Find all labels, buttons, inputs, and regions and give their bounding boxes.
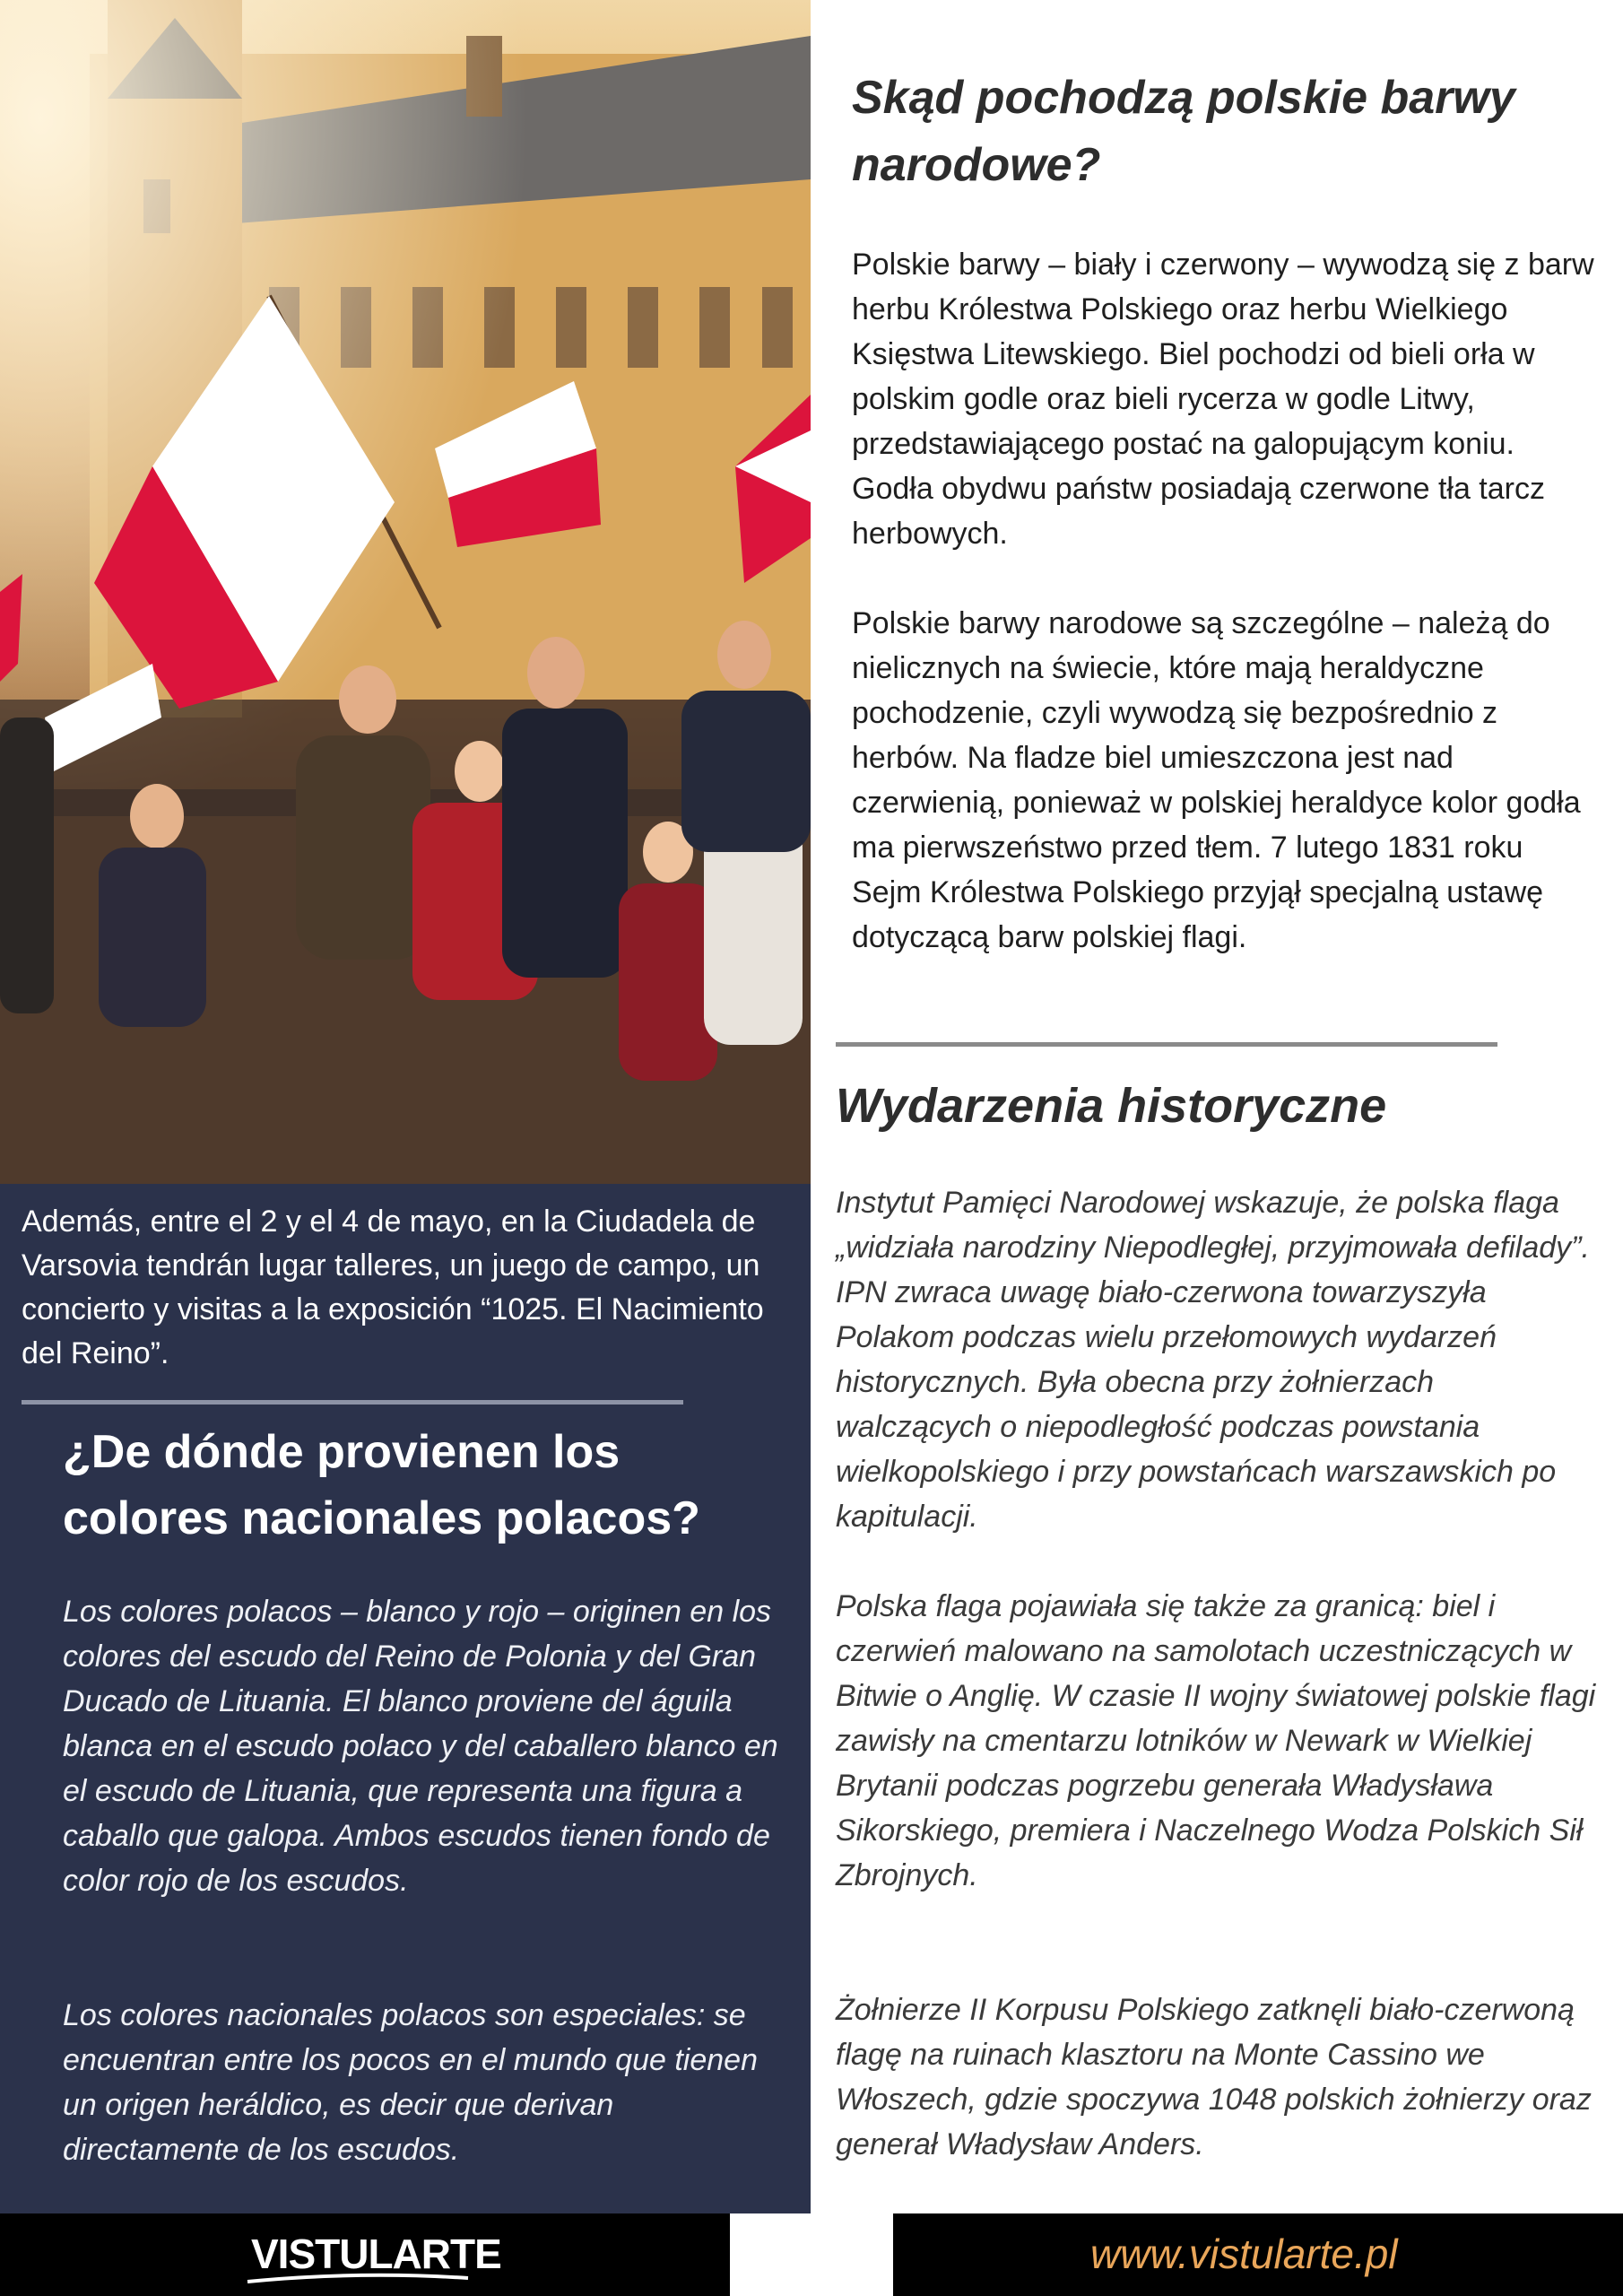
logo-swoosh-icon (246, 2273, 470, 2285)
heading-es: ¿De dónde provienen los colores nacionales polacos? (63, 1426, 700, 1544)
heading-pl-colors: Skąd pochodzą polskie barwy narodowe? (852, 72, 1515, 191)
intro-paragraph-es: Además, entre el 2 y el 4 de mayo, en la Ciudadela de Varsovia tendrán lugar talleres, un juego de campo, un concierto y visitas a la exposición “1025. El Nacimiento del Reino”. (22, 1205, 764, 1370)
paragraph-es-2: Los colores nacionales polacos son especiales: se encuentran entre los pocos en el mundo que tienen un origen heráldico, es decir que derivan directamente de los escudos. (63, 1998, 758, 2167)
paragraph-es-1: Los colores polacos – blanco y rojo – originen en los colores del escudo del Reino de Polonia y del Gran Ducado de Lituania. El blanco proviene del águila blanca en el escudo polaco y del caballero blanco en el escudo de Lituania, que representa una figura a caballo que galopa. Ambos escudos tienen fondo de color rojo de los escudos. (63, 1595, 778, 1898)
paragraph-pl-events-1: Instytut Pamięci Narodowej wskazuje, że polska flaga „widziała narodziny Niepodległej, przyjmowała defilady”. IPN zwraca uwagę biało-czerwona towarzyszyła Polakom podczas wielu przełomowych wydarzeń historycznych. Była obecna przy żołnierzach walczących o niepodległość podczas powstania wielkopolskiego i przy powstańcach warszawskich po kapitulacji. (836, 1186, 1590, 1534)
footer-url-bar (893, 2213, 1623, 2296)
divider (836, 1042, 1497, 1047)
photo-illustration (0, 0, 811, 1184)
footer-logo-bar (0, 2213, 730, 2296)
paragraph-pl-events-2: Polska flaga pojawiała się także za granicą: biel i czerwień malowano na samolotach uczestniczących w Bitwie o Anglię. W czasie II wojny światowej polskie flagi zawisły na cmentarzu lotników w Newark w Wielkiej Brytanii podczas pogrzebu generała Władysława Sikorskiego, premiera i Naczelnego Wodza Polskich Sił Zbrojnych. (836, 1589, 1596, 1892)
paragraph-pl-events-3: Żołnierze II Korpusu Polskiego zatknęli biało-czerwoną flagę na ruinach klasztoru na Monte Cassino we Włoszech, gdzie spoczywa 1048 polskich żołnierzy oraz generał Władysław Anders. (836, 1993, 1592, 2161)
paragraph-pl-2: Polskie barwy narodowe są szczególne – należą do nielicznych na świecie, które mają heraldyczne pochodzenie, czyli wywodzą się bezpośrednio z herbów. Na fladze biel umieszczona jest nad czerwienią, ponieważ w polskiej heraldyce kolor godła ma pierwszeństwo przed tłem. 7 lutego 1831 roku Sejm Królestwa Polskiego przyjął specjalną ustawę dotyczącą barw polskiej flagi. (852, 606, 1581, 954)
paragraph-pl-1: Polskie barwy – biały i czerwony – wywodzą się z barw herbu Królestwa Polskiego oraz herbu Wielkiego Księstwa Litewskiego. Biel pochodzi od bieli orła w polskim godle oraz bieli rycerza w godle Litwy, przedstawiającego postać na galopującym koniu. Godła obydwu państw posiadają czerwone tła tarcz herbowych. (852, 248, 1594, 551)
vistularte-logo[interactable]: VISTULARTE (251, 2231, 501, 2277)
hero-photo (0, 0, 811, 1184)
left-info-panel (0, 1184, 811, 2213)
divider (22, 1400, 683, 1405)
website-link[interactable]: www.vistularte.pl (1090, 2231, 1398, 2277)
heading-pl-events: Wydarzenia historyczne (836, 1079, 1387, 1133)
